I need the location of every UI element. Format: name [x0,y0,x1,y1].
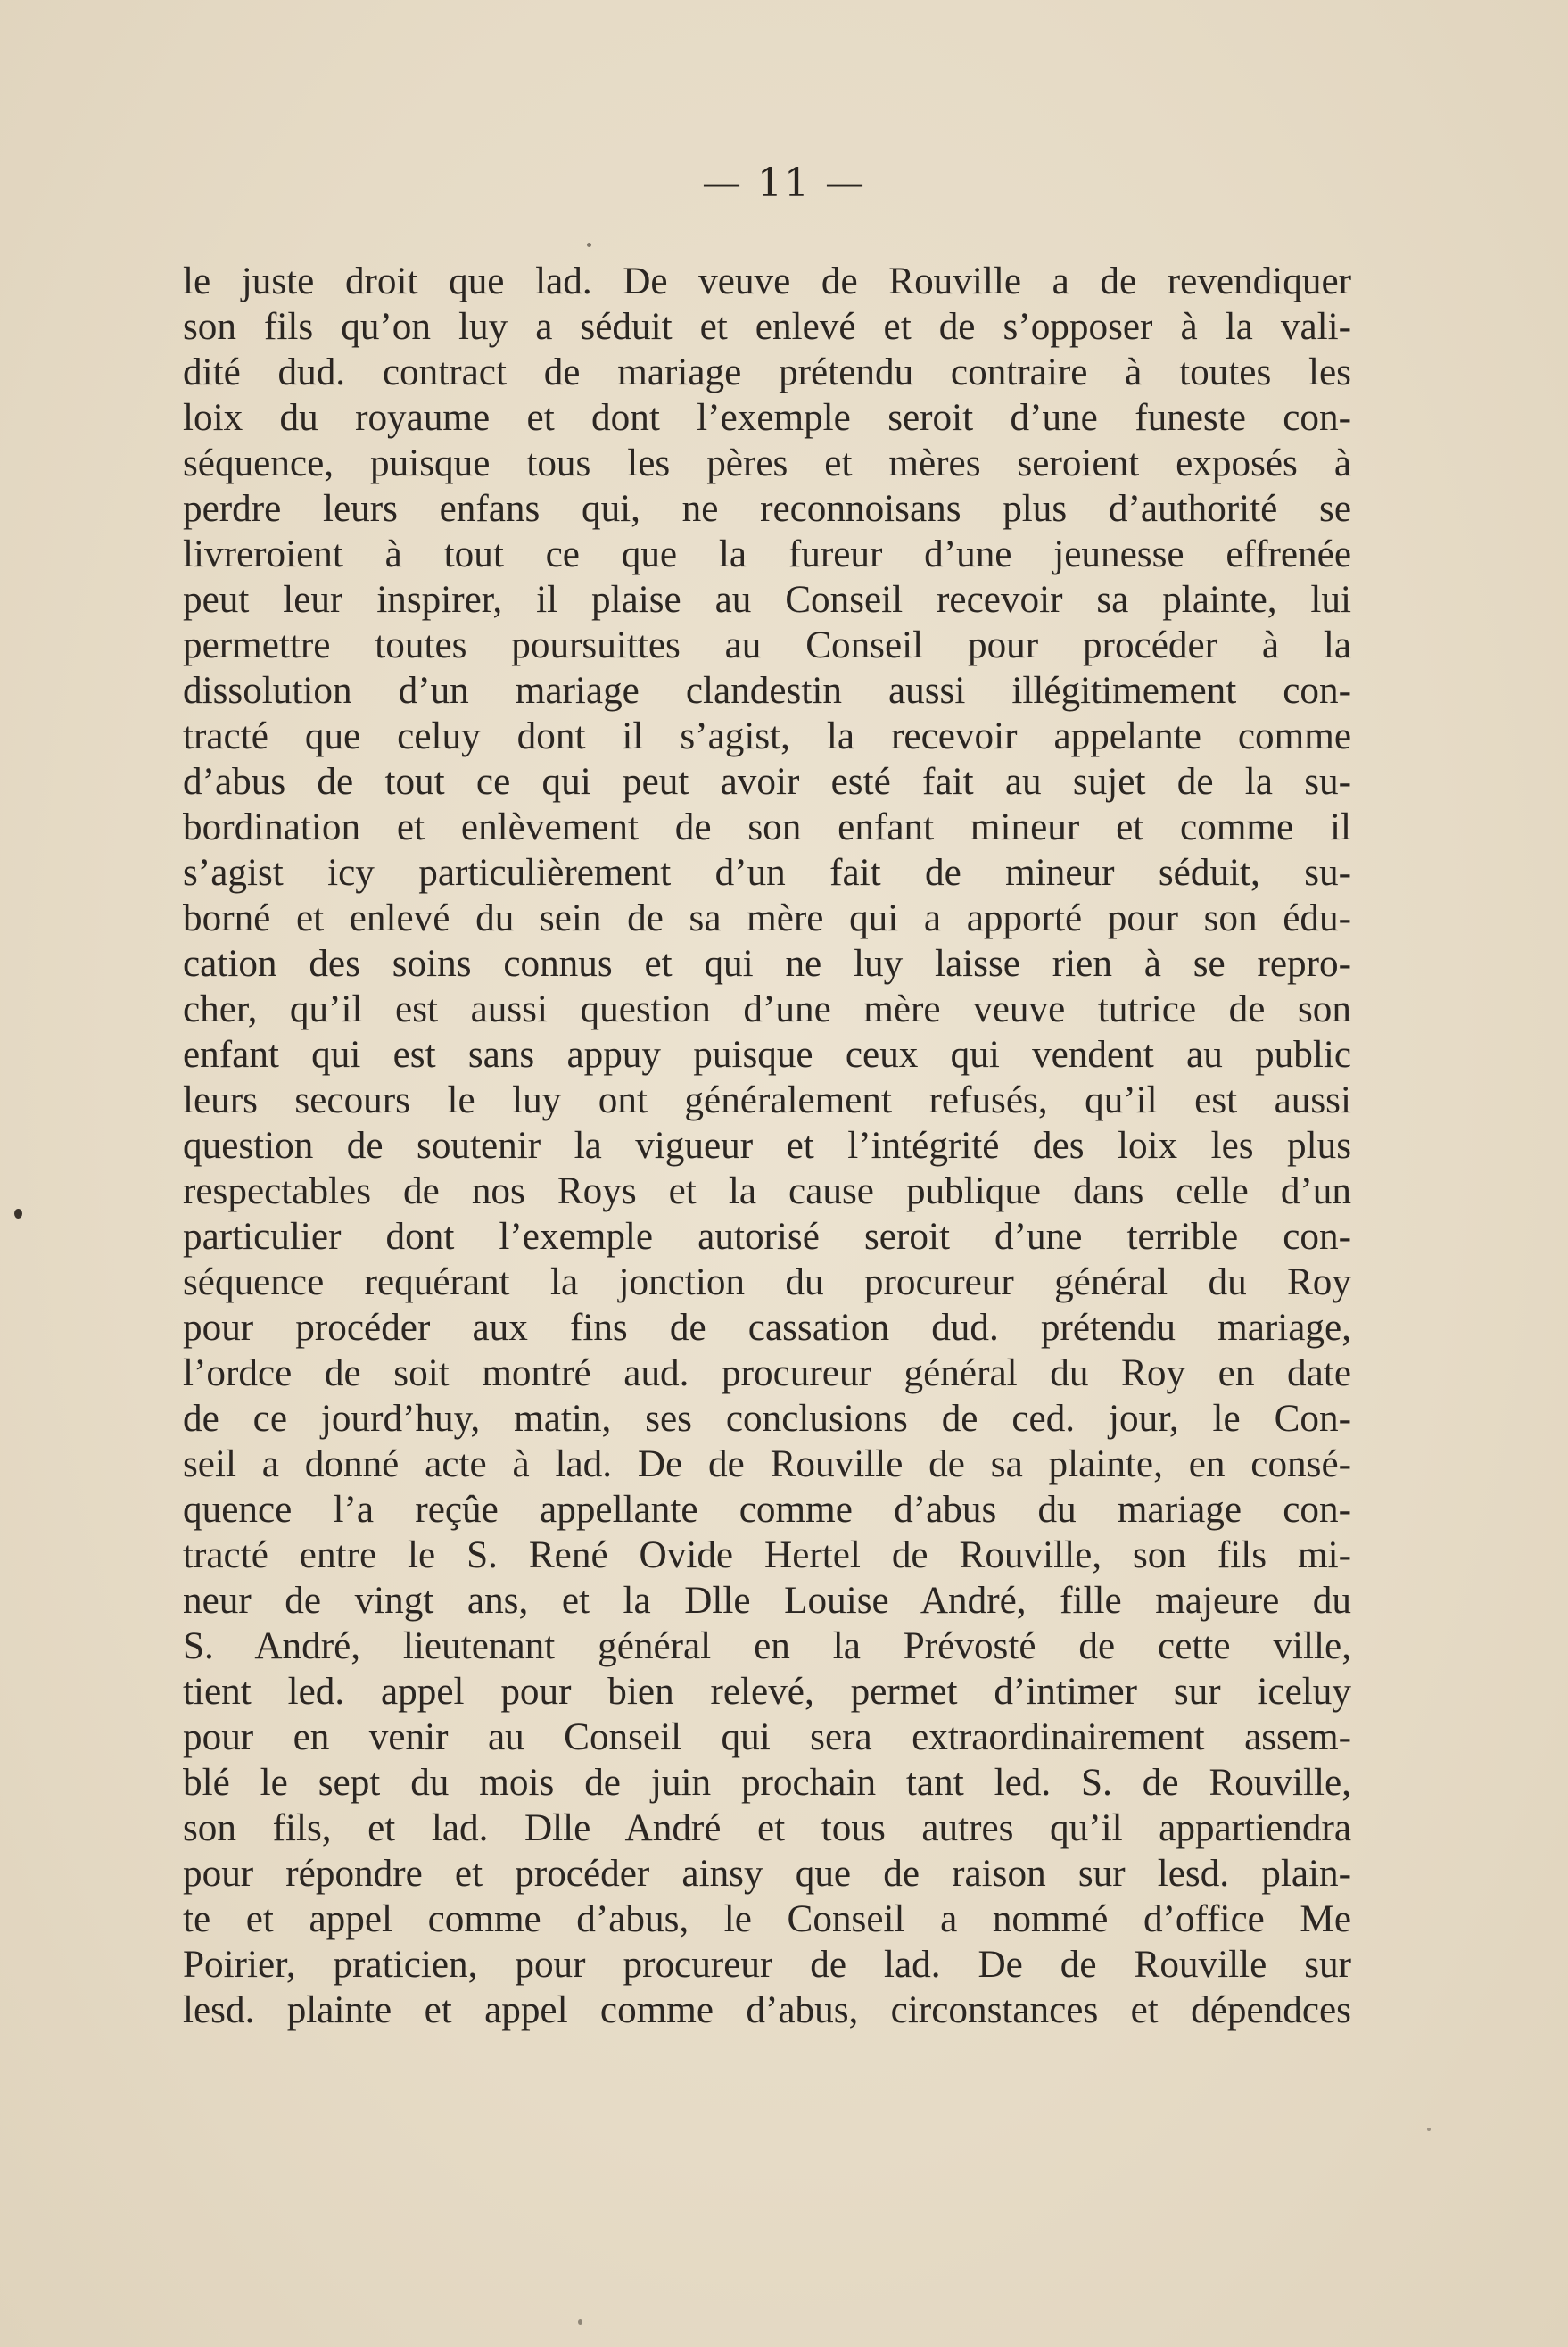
text-line: particulier dont l’exemple autorisé seroit d’une terrible con- [183,1216,1351,1258]
text-line: question de soutenir la vigueur et l’intégrité des loix les plus [183,1125,1351,1167]
text-line: borné et enlevé du sein de sa mère qui a apporté pour son édu- [183,897,1351,939]
text-line: dissolution d’un mariage clandestin aussi illégitimement con- [183,670,1351,712]
text-line: son fils qu’on luy a séduit et enlevé et de s’opposer à la vali- [183,306,1351,348]
text-line: livreroient à tout ce que la fureur d’une jeunesse effrenée [183,533,1351,575]
text-line: d’abus de tout ce qui peut avoir esté fait au sujet de la su- [183,761,1351,803]
text-line: enfant qui est sans appuy puisque ceux qui vendent au public [183,1034,1351,1076]
text-line: S. André, lieutenant général en la Prévosté de cette ville, [183,1625,1351,1667]
text-line: bordination et enlèvement de son enfant mineur et comme il [183,806,1351,848]
text-line: Poirier, praticien, pour procureur de lad. De de Rouville sur [183,1944,1351,1986]
text-line: respectables de nos Roys et la cause publique dans celle d’un [183,1170,1351,1212]
text-line: son fils, et lad. Dlle André et tous autres qu’il appartiendra [183,1807,1351,1849]
body-text [183,259,1351,2033]
paper-speck [587,243,591,247]
paper-speck [14,1209,22,1219]
text-line: s’agist icy particulièrement d’un fait de mineur séduit, su- [183,852,1351,894]
text-line: neur de vingt ans, et la Dlle Louise André, fille majeure du [183,1580,1351,1622]
text-line: loix du royaume et dont l’exemple seroit d’une funeste con- [183,397,1351,439]
text-line: seil a donné acte à lad. De de Rouville de sa plainte, en consé- [183,1443,1351,1485]
text-line: tracté que celuy dont il s’agist, la recevoir appelante comme [183,715,1351,757]
text-line: de ce jourd’huy, matin, ses conclusions de ced. jour, le Con- [183,1398,1351,1440]
text-line: pour procéder aux fins de cassation dud. prétendu mariage, [183,1307,1351,1349]
text-line: perdre leurs enfans qui, ne reconnoisans plus d’authorité se [183,488,1351,530]
text-line: peut leur inspirer, il plaise au Conseil recevoir sa plainte, lui [183,579,1351,621]
text-line: lesd. plainte et appel comme d’abus, circonstances et dépendces [183,1989,1351,2031]
text-line: séquence requérant la jonction du procureur général du Roy [183,1261,1351,1303]
text-line: dité dud. contract de mariage prétendu contraire à toutes les [183,351,1351,393]
text-line: te et appel comme d’abus, le Conseil a nommé d’office Me [183,1898,1351,1940]
text-line: cher, qu’il est aussi question d’une mère veuve tutrice de son [183,988,1351,1030]
page-number: — 11 — [702,161,866,206]
text-line: quence l’a reçûe appellante comme d’abus du mariage con- [183,1489,1351,1531]
paper-speck [1427,2128,1431,2131]
text-line: permettre toutes poursuittes au Conseil pour procéder à la [183,624,1351,666]
text-line: cation des soins connus et qui ne luy laisse rien à se repro- [183,943,1351,985]
text-line: tient led. appel pour bien relevé, permet d’intimer sur iceluy [183,1671,1351,1713]
text-line: leurs secours le luy ont généralement refusés, qu’il est aussi [183,1079,1351,1121]
text-line: pour en venir au Conseil qui sera extraordinairement assem- [183,1716,1351,1758]
paper-speck [578,2319,582,2325]
text-line: blé le sept du mois de juin prochain tant led. S. de Rouville, [183,1762,1351,1804]
text-line: séquence, puisque tous les pères et mères seroient exposés à [183,442,1351,484]
text-line: tracté entre le S. René Ovide Hertel de Rouville, son fils mi- [183,1534,1351,1576]
text-line: l’ordce de soit montré aud. procureur général du Roy en date [183,1352,1351,1394]
text-line: le juste droit que lad. De veuve de Rouville a de revendiquer [183,260,1351,302]
text-line: pour répondre et procéder ainsy que de raison sur lesd. plain- [183,1853,1351,1895]
